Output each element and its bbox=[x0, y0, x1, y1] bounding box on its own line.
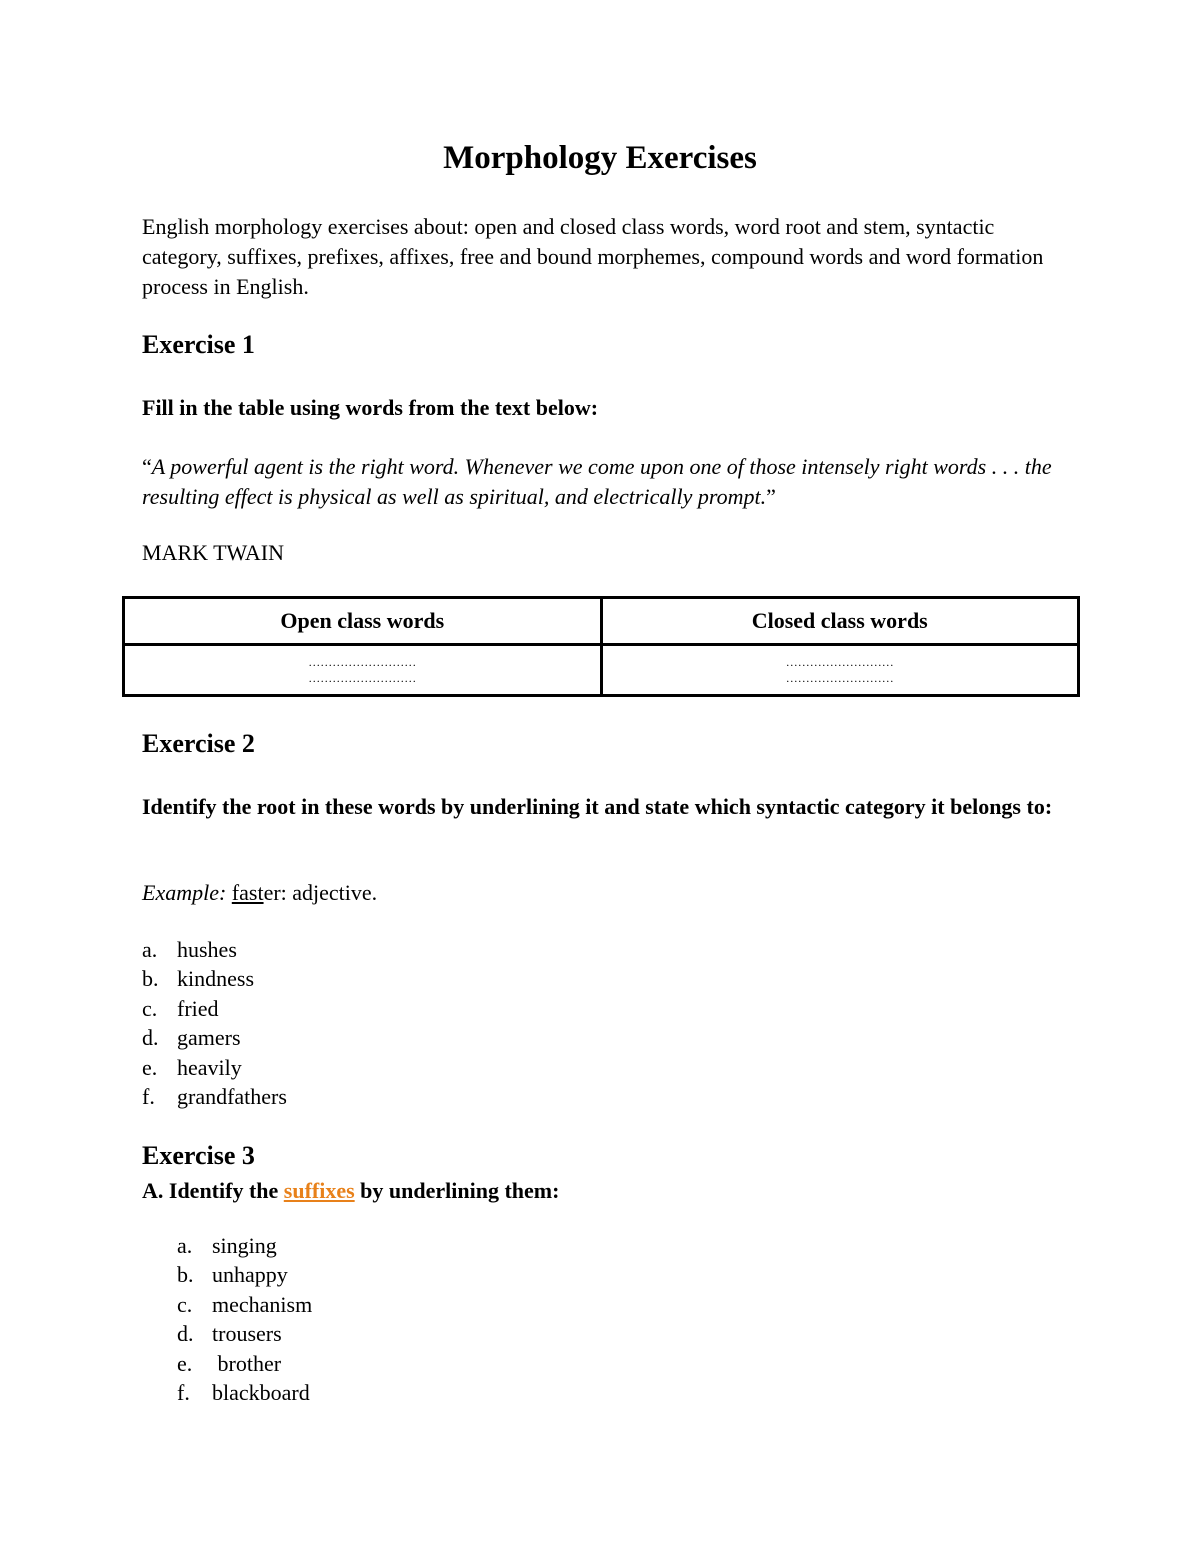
exercise3-heading: Exercise 3 bbox=[142, 1141, 255, 1170]
list-item bbox=[177, 1319, 312, 1348]
exercise2-heading: Exercise 2 bbox=[142, 729, 255, 758]
list-marker: d. bbox=[142, 1025, 159, 1051]
example-rest: er: adjective. bbox=[263, 880, 378, 905]
suffixes-link[interactable]: suffixes bbox=[283, 1178, 355, 1203]
list-marker: e. bbox=[177, 1350, 193, 1376]
exercise3-instruction bbox=[142, 1176, 1072, 1206]
intro-paragraph: English morphology exercises about: open and closed class words, word root and stem, syntactic category, suffixes, prefixes, affixes, free and bound morphemes, compound words and word formation process in English. bbox=[142, 214, 1044, 299]
exercise2-word-list bbox=[142, 935, 287, 1111]
list-item bbox=[177, 1231, 312, 1260]
list-word: heavily bbox=[177, 1054, 242, 1080]
list-item bbox=[177, 1349, 312, 1378]
blank-line: ……………………… bbox=[785, 671, 894, 685]
list-word: blackboard bbox=[212, 1380, 310, 1406]
list-word: unhappy bbox=[212, 1262, 288, 1288]
table-row bbox=[124, 645, 1079, 696]
list-marker: b. bbox=[177, 1262, 194, 1288]
page-title: Morphology Exercises bbox=[443, 140, 757, 176]
list-marker: f. bbox=[177, 1380, 190, 1406]
list-marker: b. bbox=[142, 966, 159, 992]
quote-text: A powerful agent is the right word. Whenever we come upon one of those intensely right words . . . the resulting effect is physical as well as spiritual, and electrically prompt. bbox=[142, 454, 1052, 509]
list-item bbox=[177, 1290, 312, 1319]
list-item bbox=[142, 1023, 287, 1052]
list-item bbox=[177, 1260, 312, 1289]
list-word: gamers bbox=[177, 1025, 241, 1051]
list-marker: d. bbox=[177, 1321, 194, 1347]
quote-close-mark: ” bbox=[766, 484, 776, 509]
list-item bbox=[142, 935, 287, 964]
blank-line: ……………………… bbox=[308, 671, 417, 685]
list-item bbox=[142, 1053, 287, 1082]
list-word: kindness bbox=[177, 966, 254, 992]
list-word: singing bbox=[212, 1233, 277, 1258]
exercise3-word-list bbox=[177, 1231, 312, 1407]
example-line bbox=[142, 880, 377, 906]
list-marker: c. bbox=[177, 1291, 193, 1317]
table-cell-closed[interactable] bbox=[601, 645, 1079, 696]
list-word: mechanism bbox=[212, 1291, 313, 1317]
exercise1-heading: Exercise 1 bbox=[142, 330, 255, 359]
table-header-open: Open class words bbox=[124, 598, 602, 645]
list-marker: a. bbox=[177, 1233, 193, 1258]
blank-line: ……………………… bbox=[785, 655, 894, 669]
quote bbox=[142, 452, 1082, 512]
instruction-text: A. Identify the bbox=[142, 1178, 284, 1203]
list-marker: e. bbox=[142, 1054, 158, 1080]
list-item bbox=[142, 964, 287, 993]
table-cell-open[interactable] bbox=[124, 645, 602, 696]
quote-author: MARK TWAIN bbox=[142, 540, 284, 565]
list-item bbox=[177, 1378, 312, 1407]
list-marker: a. bbox=[142, 937, 158, 962]
list-item bbox=[142, 994, 287, 1023]
class-words-table bbox=[122, 596, 1080, 697]
example-label: Example: bbox=[142, 880, 227, 905]
list-marker: c. bbox=[142, 995, 158, 1021]
table-header-row bbox=[124, 598, 1079, 645]
list-word: brother bbox=[212, 1350, 282, 1376]
blank-line: ……………………… bbox=[308, 655, 417, 669]
example-root: fast bbox=[231, 880, 264, 905]
list-word: grandfathers bbox=[177, 1084, 287, 1110]
table-header-closed: Closed class words bbox=[601, 598, 1079, 645]
list-item bbox=[142, 1082, 287, 1111]
quote-open-mark: “ bbox=[142, 454, 152, 479]
exercise2-instruction: Identify the root in these words by underlining it and state which syntactic category it belongs to: bbox=[142, 794, 1053, 819]
exercise1-instruction: Fill in the table using words from the text below: bbox=[142, 395, 599, 420]
list-word: trousers bbox=[212, 1321, 282, 1347]
list-marker: f. bbox=[142, 1084, 155, 1110]
list-word: fried bbox=[177, 995, 219, 1021]
list-word: hushes bbox=[177, 937, 237, 962]
instruction-text: by underlining them: bbox=[354, 1178, 560, 1203]
